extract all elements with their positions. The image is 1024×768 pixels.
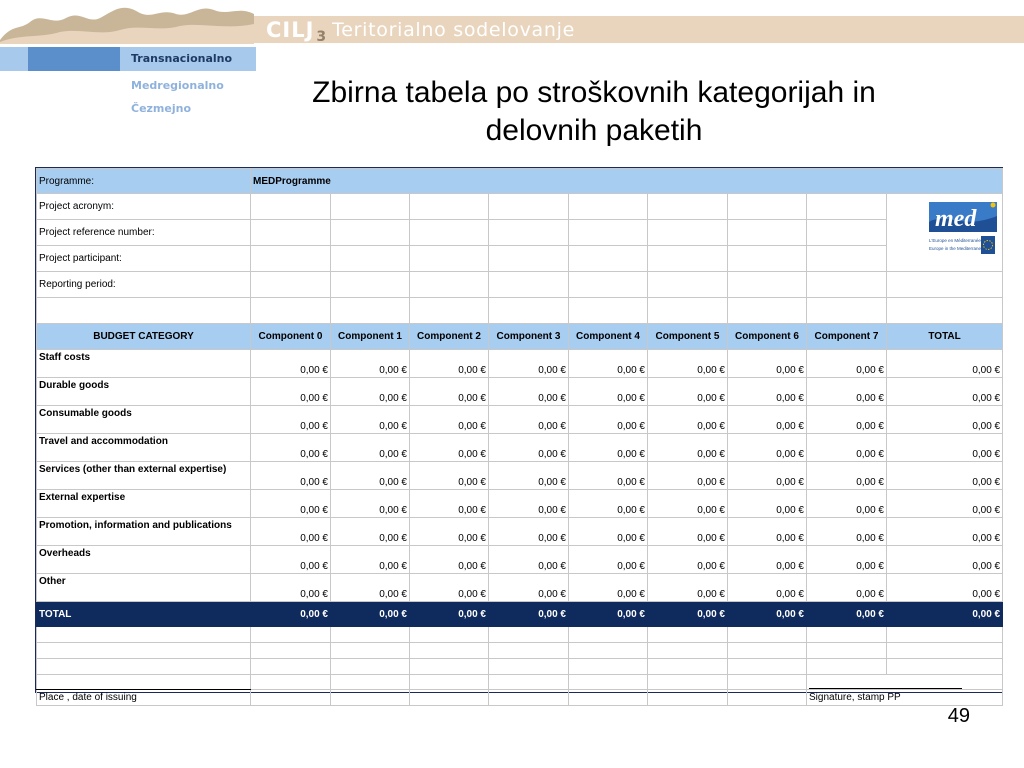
budget-row [37,434,1003,462]
amount-cell[interactable]: 0,00 € [331,546,410,574]
blank-row [37,627,1003,643]
programme-row [37,169,1003,194]
budget-row [37,546,1003,574]
tab-bar-segment-light [0,47,28,71]
column-header: Component 2 [410,324,489,350]
amount-cell[interactable]: 0,00 € [569,406,648,434]
amount-cell[interactable]: 0,00 € [728,490,807,518]
programme-label: Programme: [37,169,251,194]
row-total-cell[interactable]: 0,00 € [887,462,1003,490]
total-row [37,602,1003,627]
amount-cell[interactable]: 0,00 € [648,462,728,490]
amount-cell[interactable]: 0,00 € [489,462,569,490]
amount-cell[interactable]: 0,00 € [251,462,331,490]
total-amount-cell: 0,00 € [887,602,1003,627]
amount-cell[interactable]: 0,00 € [331,462,410,490]
column-header-row [37,324,1003,350]
amount-cell[interactable]: 0,00 € [331,518,410,546]
amount-cell[interactable]: 0,00 € [569,434,648,462]
amount-cell[interactable]: 0,00 € [807,406,887,434]
tab-medregionalno[interactable]: Medregionalno [131,79,224,92]
blank-row [37,659,1003,675]
programme-value: MEDProgramme [251,169,1003,194]
amount-cell[interactable]: 0,00 € [569,574,648,602]
row-total-cell[interactable]: 0,00 € [887,350,1003,378]
amount-cell[interactable]: 0,00 € [728,574,807,602]
amount-cell[interactable]: 0,00 € [648,518,728,546]
amount-cell[interactable]: 0,00 € [807,378,887,406]
budget-category-label: Staff costs [37,350,251,378]
budget-category-label: Durable goods [37,378,251,406]
info-row [37,220,1003,246]
amount-cell[interactable]: 0,00 € [331,406,410,434]
column-header: Component 3 [489,324,569,350]
footer-row [37,690,1003,706]
amount-cell[interactable]: 0,00 € [569,490,648,518]
place-date-label: Place , date of issuing [37,690,251,706]
project-acronym-label: Project acronym: [37,194,251,220]
amount-cell[interactable]: 0,00 € [489,546,569,574]
column-header: Component 5 [648,324,728,350]
amount-cell[interactable]: 0,00 € [251,350,331,378]
amount-cell[interactable]: 0,00 € [251,434,331,462]
amount-cell[interactable]: 0,00 € [410,574,489,602]
signature-line [809,675,962,689]
budget-category-label: Overheads [37,546,251,574]
project-reference-label: Project reference number: [37,220,251,246]
tab-bar-segment-mid [28,47,120,71]
row-total-cell[interactable]: 0,00 € [887,546,1003,574]
amount-cell[interactable]: 0,00 € [728,406,807,434]
budget-category-label: Other [37,574,251,602]
amount-cell[interactable]: 0,00 € [648,490,728,518]
amount-cell[interactable]: 0,00 € [728,350,807,378]
amount-cell[interactable]: 0,00 € [807,574,887,602]
column-header: BUDGET CATEGORY [37,324,251,350]
amount-cell[interactable]: 0,00 € [331,350,410,378]
budget-category-label: External expertise [37,490,251,518]
budget-row [37,406,1003,434]
amount-cell[interactable]: 0,00 € [807,546,887,574]
amount-cell[interactable]: 0,00 € [410,434,489,462]
total-amount-cell: 0,00 € [728,602,807,627]
amount-cell[interactable]: 0,00 € [807,518,887,546]
blank-row [37,643,1003,659]
logo-caption-2: Europe in the Mediterranean [929,246,987,251]
amount-cell[interactable]: 0,00 € [251,406,331,434]
budget-row [37,518,1003,546]
brand-title: CILJ [266,17,315,42]
budget-rows [37,350,1003,627]
amount-cell[interactable]: 0,00 € [569,350,648,378]
slide-title [244,74,944,150]
row-total-cell[interactable]: 0,00 € [887,490,1003,518]
column-header: Component 6 [728,324,807,350]
amount-cell[interactable]: 0,00 € [410,546,489,574]
brand-number: 3 [316,28,327,45]
amount-cell[interactable]: 0,00 € [489,518,569,546]
amount-cell[interactable]: 0,00 € [489,490,569,518]
amount-cell[interactable]: 0,00 € [331,378,410,406]
budget-category-label: Consumable goods [37,406,251,434]
budget-summary-sheet [35,167,1003,703]
amount-cell[interactable]: 0,00 € [410,490,489,518]
logo-cell [887,194,1003,272]
amount-cell[interactable]: 0,00 € [648,378,728,406]
amount-cell[interactable]: 0,00 € [251,546,331,574]
column-header: Component 7 [807,324,887,350]
signature-line-row [37,675,1003,690]
page-number: 49 [947,705,970,727]
total-amount-cell: 0,00 € [251,602,331,627]
amount-cell[interactable]: 0,00 € [331,434,410,462]
amount-cell[interactable]: 0,00 € [331,490,410,518]
med-programme-logo [929,200,997,260]
column-header: Component 0 [251,324,331,350]
amount-cell[interactable]: 0,00 € [728,546,807,574]
programme-brand [266,16,575,43]
total-label: TOTAL [37,602,251,627]
amount-cell[interactable]: 0,00 € [410,518,489,546]
budget-category-label: Promotion, information and publications [37,518,251,546]
amount-cell[interactable]: 0,00 € [569,518,648,546]
amount-cell[interactable]: 0,00 € [410,350,489,378]
amount-cell[interactable]: 0,00 € [648,434,728,462]
tab-transnacionalno[interactable]: Transnacionalno [131,52,233,65]
amount-cell[interactable]: 0,00 € [489,406,569,434]
row-total-cell[interactable]: 0,00 € [887,406,1003,434]
amount-cell[interactable]: 0,00 € [648,406,728,434]
amount-cell[interactable]: 0,00 € [489,574,569,602]
slide-title-line-1: Zbirna tabela po stroškovnih kategorijah in [312,76,876,109]
amount-cell[interactable]: 0,00 € [489,350,569,378]
amount-cell[interactable]: 0,00 € [489,378,569,406]
budget-table [36,168,1003,706]
place-date-line [37,675,251,690]
row-total-cell[interactable]: 0,00 € [887,518,1003,546]
blank-row [37,298,1003,324]
amount-cell[interactable]: 0,00 € [251,574,331,602]
total-amount-cell: 0,00 € [569,602,648,627]
info-row [37,194,1003,220]
total-amount-cell: 0,00 € [331,602,410,627]
amount-cell[interactable]: 0,00 € [569,546,648,574]
budget-row [37,490,1003,518]
amount-cell[interactable]: 0,00 € [251,518,331,546]
row-total-cell[interactable]: 0,00 € [887,574,1003,602]
total-amount-cell: 0,00 € [648,602,728,627]
budget-row [37,462,1003,490]
amount-cell[interactable]: 0,00 € [648,546,728,574]
column-header: Component 4 [569,324,648,350]
amount-cell[interactable]: 0,00 € [410,378,489,406]
amount-cell[interactable]: 0,00 € [807,462,887,490]
info-row [37,246,1003,272]
budget-category-label: Services (other than external expertise) [37,462,251,490]
amount-cell[interactable]: 0,00 € [728,378,807,406]
project-participant-label: Project participant: [37,246,251,272]
reporting-period-label: Reporting period: [37,272,251,298]
landscape-banner-graphic [0,0,254,44]
amount-cell[interactable]: 0,00 € [807,350,887,378]
budget-category-label: Travel and accommodation [37,434,251,462]
amount-cell[interactable]: 0,00 € [251,378,331,406]
amount-cell[interactable]: 0,00 € [728,518,807,546]
amount-cell[interactable]: 0,00 € [807,434,887,462]
amount-cell[interactable]: 0,00 € [807,490,887,518]
column-header: TOTAL [887,324,1003,350]
amount-cell[interactable]: 0,00 € [569,462,648,490]
row-total-cell[interactable]: 0,00 € [887,378,1003,406]
amount-cell[interactable]: 0,00 € [410,462,489,490]
budget-row [37,378,1003,406]
row-total-cell[interactable]: 0,00 € [887,434,1003,462]
amount-cell[interactable]: 0,00 € [331,574,410,602]
tab-cezmejno[interactable]: Čezmejno [131,102,192,115]
amount-cell[interactable]: 0,00 € [728,434,807,462]
amount-cell[interactable]: 0,00 € [569,378,648,406]
amount-cell[interactable]: 0,00 € [410,406,489,434]
logo-wordmark: med [935,206,977,232]
info-row [37,272,1003,298]
amount-cell[interactable]: 0,00 € [728,462,807,490]
amount-cell[interactable]: 0,00 € [489,434,569,462]
signature-label: Signature, stamp PP [807,690,1003,706]
amount-cell[interactable]: 0,00 € [648,350,728,378]
total-amount-cell: 0,00 € [807,602,887,627]
logo-caption-1: L'Europe en Méditerranée [929,238,981,243]
brand-subtitle: Teritorialno sodelovanje [332,18,575,41]
slide-title-line-2: delovnih paketih [485,114,703,147]
amount-cell[interactable]: 0,00 € [648,574,728,602]
total-amount-cell: 0,00 € [489,602,569,627]
budget-row [37,574,1003,602]
budget-row [37,350,1003,378]
amount-cell[interactable]: 0,00 € [251,490,331,518]
column-header: Component 1 [331,324,410,350]
total-amount-cell: 0,00 € [410,602,489,627]
